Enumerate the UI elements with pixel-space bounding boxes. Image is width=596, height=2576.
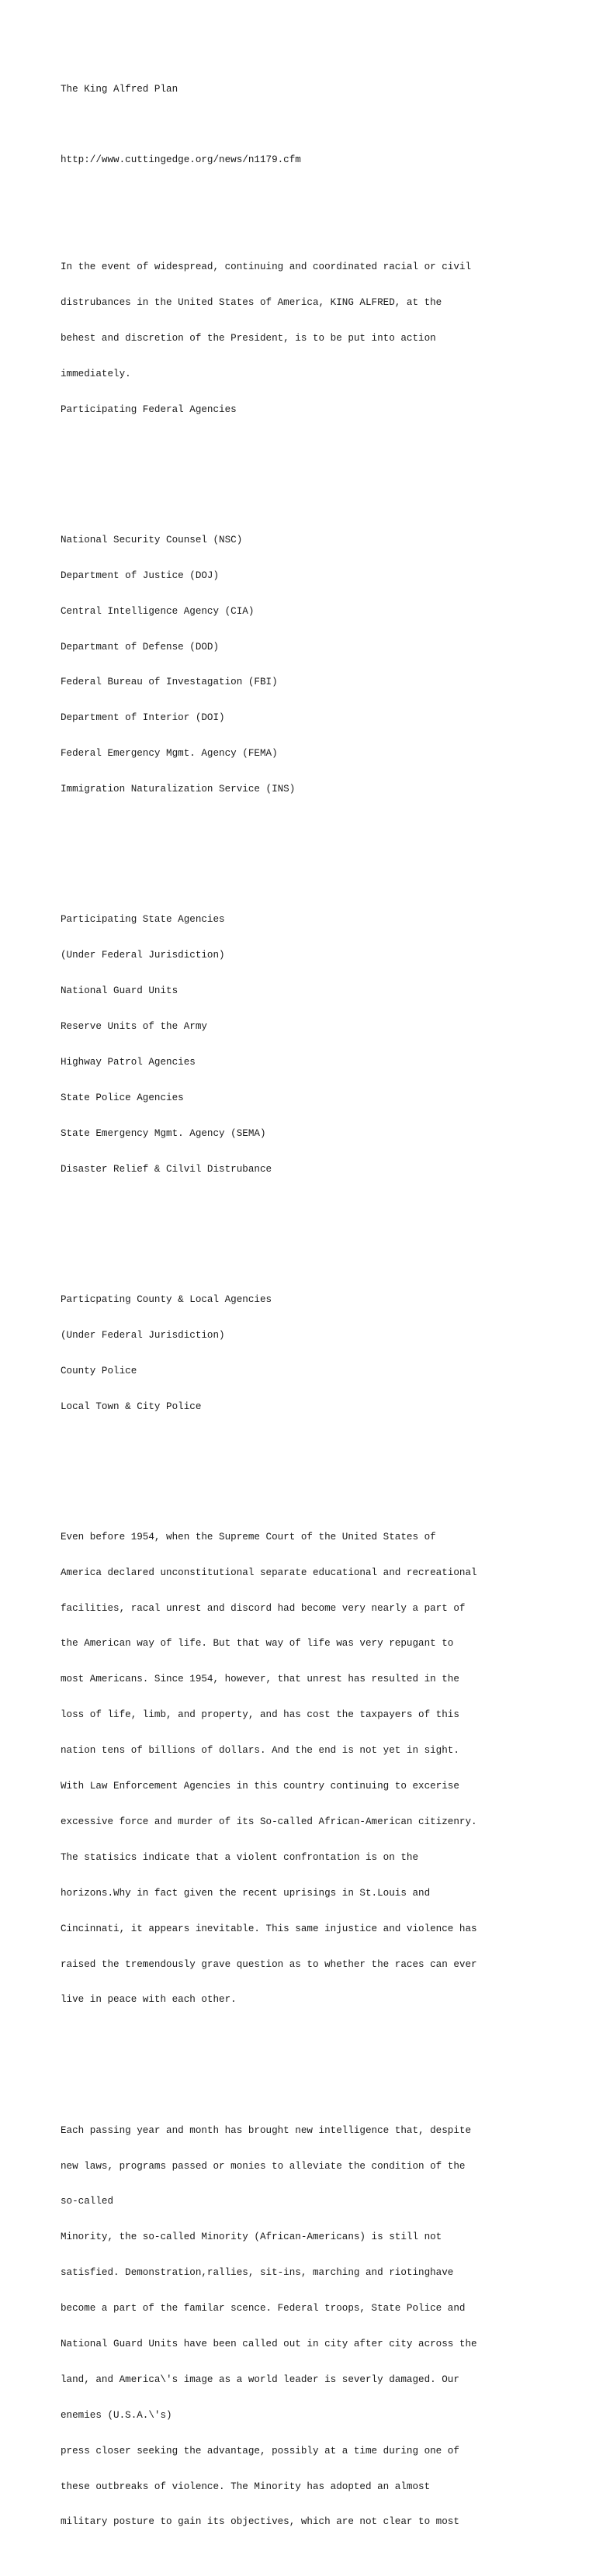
paragraph-line: Each passing year and month has brought new intelligence that, despite [61,2124,472,2136]
paragraph-line: so-called [61,2196,114,2207]
document-title: The King Alfred Plan [61,83,178,95]
paragraph-line: loss of life, limb, and property, and has cost the taxpayers of this [61,1709,459,1721]
list-item: Local Town & City Police [61,1401,202,1412]
paragraph-line: National Guard Units have been called out in city after city across the [61,2339,477,2349]
paragraph-line: Minority, the so-called Minority (African-Americans) is still not [61,2231,442,2243]
paragraph-line: facilities, racal unrest and discord had become very nearly a part of [61,1602,466,1614]
list-item: (Under Federal Jurisdiction) [61,950,225,961]
list-item: Reserve Units of the Army [61,1021,207,1033]
list-item: Department of Justice (DOJ) [61,570,220,581]
paragraph-line: these outbreaks of violence. The Minority has adopted an almost [61,2481,431,2492]
state-agencies-heading: Participating State Agencies [61,914,225,926]
paragraph-line: become a part of the familar scence. Federal troops, State Police and [61,2303,466,2315]
spacer [61,463,573,475]
paragraph-line: satisfied. Demonstration,rallies, sit-ins, marching and riotinghave [61,2267,454,2279]
federal-agencies-list [61,511,573,819]
paragraph-line: the American way of life. But that way of life was very repugant to [61,1638,454,1650]
list-item: Central Intelligence Agency (CIA) [61,605,255,617]
list-item: State Emergency Mgmt. Agency (SEMA) [61,1127,266,1139]
list-item: Disaster Relief & Cilvil Distrubance [61,1163,272,1175]
list-item: Federal Bureau of Investagation (FBI) [61,677,278,688]
intro-block [61,237,573,439]
list-item: Departmant of Defense (DOD) [61,641,220,653]
paragraph-line: horizons.Why in fact given the recent uprisings in St.Louis and [61,1887,431,1899]
source-url: http://www.cuttingedge.org/news/n1179.cfm [61,154,301,166]
intro-line: behest and discretion of the President, is to be put into action [61,332,436,344]
paragraph-line: excessive force and murder of its So-called African-American citizenry. [61,1816,477,1827]
paragraph-line: most Americans. Since 1954, however, that unrest has resulted in the [61,1674,459,1685]
local-agencies-list [61,1270,573,1436]
state-agencies-list [61,891,573,1200]
paragraph-line: press closer seeking the advantage, possibly at a time during one of [61,2445,459,2457]
list-item: National Guard Units [61,985,178,997]
spacer [61,2054,573,2065]
intro-line: distrubances in the United States of America, KING ALFRED, at the [61,296,442,308]
intro-line: In the event of widespread, continuing and coordinated racial or civil [61,261,472,273]
paragraph-line: Even before 1954, when the Supreme Court of the United States of [61,1531,436,1542]
spacer [61,1223,573,1234]
document-text [61,60,573,2576]
intro-line: immediately. [61,368,131,379]
paragraph-1 [61,1508,573,2030]
list-item: State Police Agencies [61,1092,184,1103]
paragraph-line: new laws, programs passed or monies to alleviate the condition of the [61,2160,466,2172]
paragraph-line: America declared unconstitutional separate educational and recreational [61,1567,477,1578]
list-item: Department of Interior (DOI) [61,712,225,724]
paragraph-line: military posture to gain its objectives, which are not clear to most [61,2516,459,2528]
spacer [61,119,573,130]
paragraph-line: With Law Enforcement Agencies in this country continuing to excerise [61,1781,459,1792]
list-item: (Under Federal Jurisdiction) [61,1329,225,1341]
paragraph-line: nation tens of billions of dollars. And the end is not yet in sight. [61,1745,459,1757]
paragraph-line: raised the tremendously grave question as to whether the races can ever [61,1958,477,1970]
paragraph-2 [61,2101,573,2552]
federal-agencies-heading: Participating Federal Agencies [61,403,237,415]
paragraph-line: land, and America\'s image as a world leader is severly damaged. Our [61,2373,459,2385]
list-item: Federal Emergency Mgmt. Agency (FEMA) [61,748,278,760]
spacer [61,843,573,855]
paragraph-line: live in peace with each other. [61,1994,237,2006]
paragraph-line: enemies (U.S.A.\'s) [61,2409,172,2421]
list-item: National Security Counsel (NSC) [61,534,243,545]
list-item: Immigration Naturalization Service (INS) [61,784,296,795]
spacer [61,1460,573,1472]
paragraph-line: The statisics indicate that a violent confrontation is on the [61,1851,419,1863]
spacer [61,190,573,202]
list-item: Highway Patrol Agencies [61,1056,196,1068]
local-agencies-heading: Particpating County & Local Agencies [61,1293,272,1305]
paragraph-line: Cincinnati, it appears inevitable. This same injustice and violence has [61,1923,477,1934]
list-item: County Police [61,1365,137,1376]
